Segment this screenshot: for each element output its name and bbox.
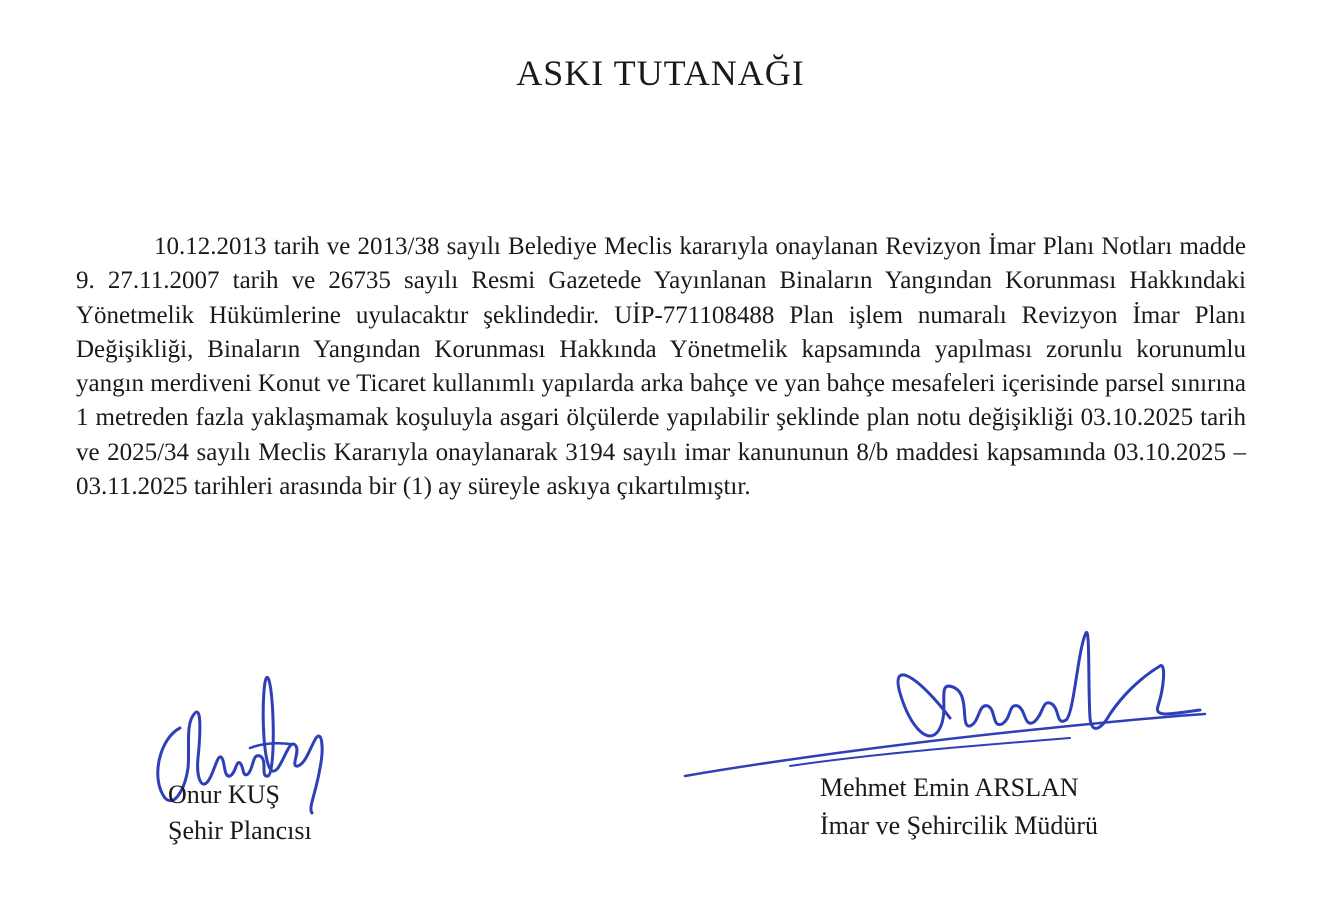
signatory-right-name: Mehmet Emin ARSLAN [820, 773, 1079, 802]
document-title: ASKI TUTANAĞI [516, 53, 805, 93]
signature-right-image [670, 618, 1210, 788]
signatory-left-role: Şehir Plancısı [168, 816, 312, 845]
signatory-left-name: Onur KUŞ [168, 780, 280, 809]
document-body: 10.12.2013 tarih ve 2013/38 sayılı Belediye Meclis kararıyla onaylanan Revizyon İmar Planı Notları madde 9. 27.11.2007 tarih ve 26735 sayılı Resmi Gazetede Yayınlanan Binaların Yangından Korunması Hakkındaki Yönetmelik Hükümlerine uyulacaktır şeklindedir. UİP-771108488 Plan işlem numaralı Revizyon İmar Planı Değişikliği, Binaların Yangından Korunması Hakkında Yönetmelik kapsamında yapılması zorunlu korunumlu yangın merdiveni Konut ve Ticaret kullanımlı yapılarda arka bahçe ve yan bahçe mesafeleri içerisinde parsel sınırına 1 metreden fazla yaklaşmamak koşuluyla asgari ölçülerde yapılabilir şeklinde plan notu değişikliği 03.10.2025 tarih ve 2025/34 sayılı Meclis Kararıyla onaylanarak 3194 sayılı imar kanununun 8/b maddesi kapsamında 03.10.2025 – 03.11.2025 tarihleri arasında bir (1) ay süreyle askıya çıkartılmıştır. [76, 233, 1246, 501]
signatory-right-role: İmar ve Şehircilik Müdürü [820, 811, 1098, 840]
